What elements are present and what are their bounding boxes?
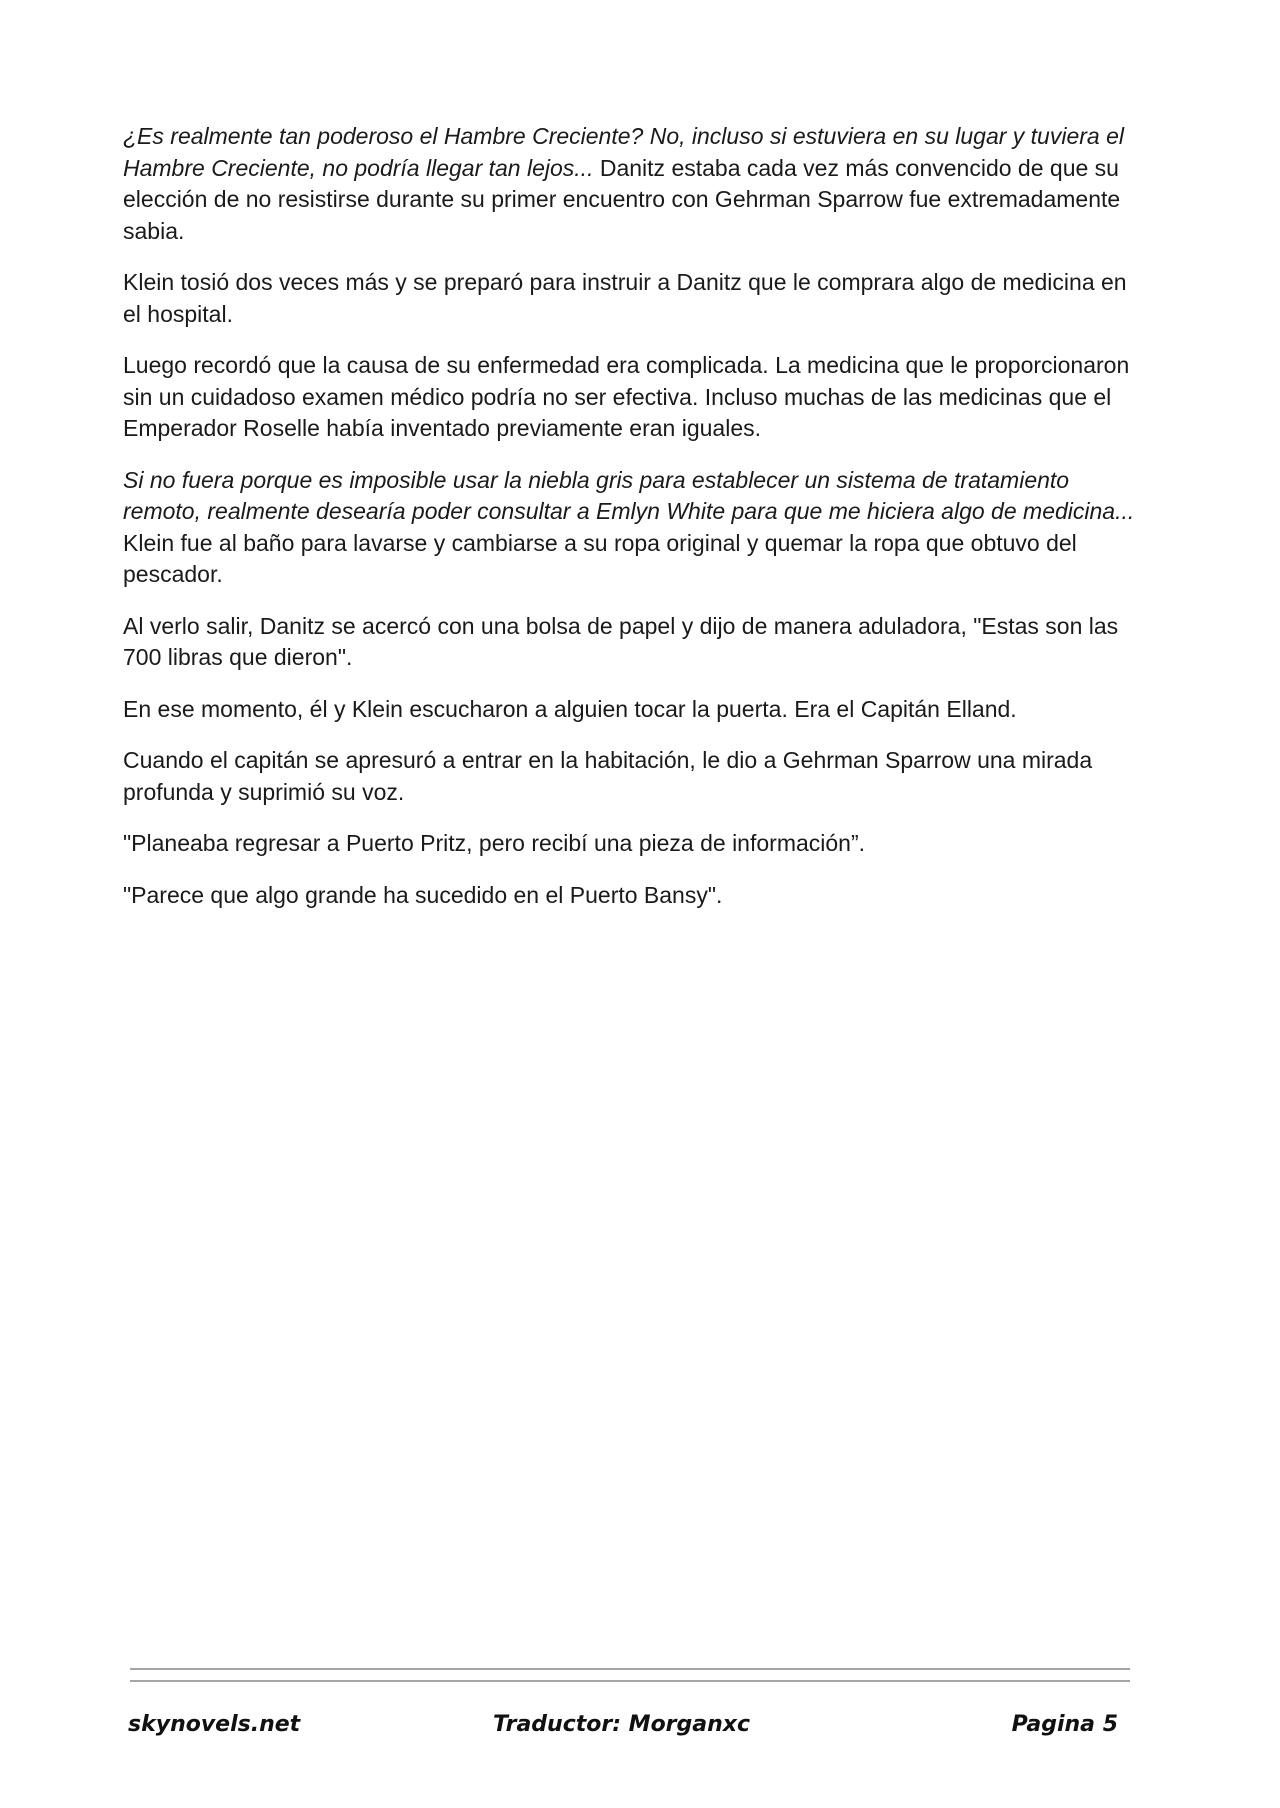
page-footer [128, 1712, 1118, 1748]
paragraph-text: Cuando el capitán se apresuró a entrar en la habitación, le dio a Gehrman Sparrow una mirada profunda y suprimió su voz. [123, 747, 1093, 805]
italic-thought: Si no fuera porque es imposible usar la niebla gris para establecer un sistema de tratamiento remoto, realmente desearía poder consultar a Emlyn White para que me hiciera algo de medicina... [123, 466, 1135, 524]
paragraph-text: En ese momento, él y Klein escucharon a alguien tocar la puerta. Era el Capitán Elland. [123, 695, 1017, 722]
paragraph-4 [123, 465, 1143, 591]
paragraph-text: Al verlo salir, Danitz se acercó con una bolsa de papel y dijo de manera aduladora, "Estas son las 700 libras que dieron". [123, 612, 1119, 670]
italic-thought: ¿Es realmente tan poderoso el Hambre Creciente? No, incluso si estuviera en su lugar y tuviera el Hambre Creciente, no podría llegar tan lejos... [123, 123, 1124, 181]
footer-divider-top [130, 1668, 1130, 1670]
paragraph-7 [123, 745, 1143, 808]
paragraph-text: Danitz estaba cada vez más convencido de que su elección de no resistirse durante su primer encuentro con Gehrman Sparrow fue extremadamente sabia. [123, 154, 1121, 244]
paragraph-2 [123, 267, 1143, 330]
paragraph-1 [123, 121, 1143, 247]
footer-site: skynovels.net [128, 1712, 301, 1737]
footer-translator: Traductor: Morganxc [493, 1712, 751, 1737]
paragraph-text: Klein fue al baño para lavarse y cambiarse a su ropa original y quemar la ropa que obtuvo del pescador. [123, 529, 1077, 587]
footer-page-number: Pagina 5 [1011, 1712, 1118, 1737]
paragraph-3 [123, 350, 1143, 445]
paragraph-9 [123, 880, 1143, 912]
body-text [123, 121, 1143, 931]
paragraph-text: "Parece que algo grande ha sucedido en el Puerto Bansy". [123, 881, 723, 908]
paragraph-text: Luego recordó que la causa de su enfermedad era complicada. La medicina que le proporcionaron sin un cuidadoso examen médico podría no ser efectiva. Incluso muchas de las medicinas que el Emperador Roselle había inventado previamente eran iguales. [123, 352, 1130, 441]
paragraph-5 [123, 611, 1143, 674]
paragraph-text: "Planeaba regresar a Puerto Pritz, pero recibí una pieza de información”. [123, 830, 866, 856]
paragraph-text: Klein tosió dos veces más y se preparó para instruir a Danitz que le comprara algo de medicina en el hospital. [123, 269, 1127, 327]
footer-divider-bottom [130, 1680, 1130, 1682]
paragraph-8 [123, 828, 1143, 860]
paragraph-6 [123, 694, 1143, 726]
